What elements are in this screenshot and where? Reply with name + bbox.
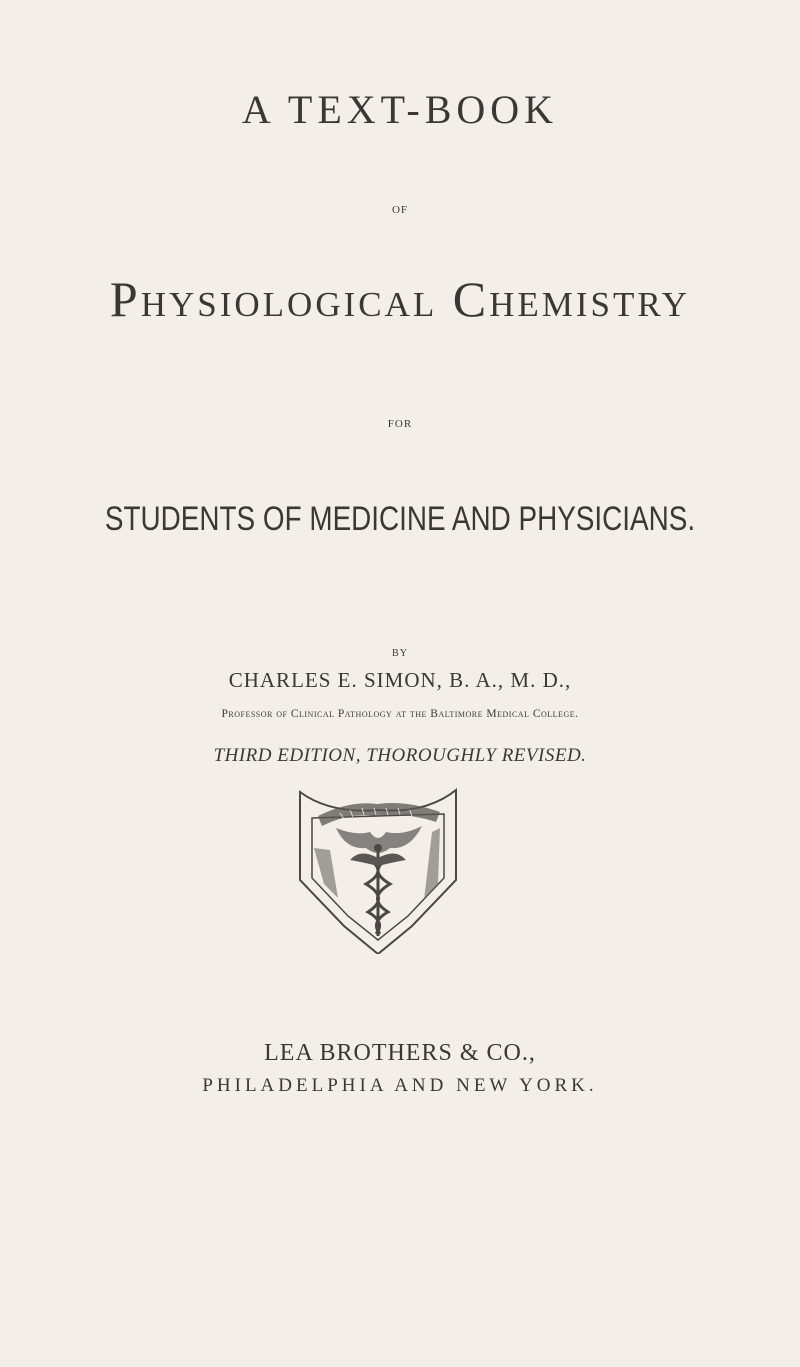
author-name: CHARLES E. SIMON, B. A., M. D.,	[228, 668, 572, 692]
caduceus-shield-icon	[290, 788, 466, 954]
for-label: FOR	[387, 418, 413, 430]
publisher-name: LEA BROTHERS & CO.,	[264, 1040, 536, 1066]
publication-place: PHILADELPHIA AND NEW YORK.	[202, 1075, 598, 1096]
by-label: BY	[392, 648, 408, 659]
edition-line: THIRD EDITION, THOROUGHLY REVISED.	[213, 745, 587, 766]
audience-line: STUDENTS OF MEDICINE AND PHYSICIANS.	[104, 500, 696, 538]
book-type-heading: A TEXT-BOOK	[241, 87, 559, 132]
of-label: OF	[391, 204, 409, 216]
author-professorship: Professor of Clinical Pathology at the Baltimore Medical College.	[221, 708, 579, 720]
main-title: Physiological Chemistry	[109, 271, 691, 327]
